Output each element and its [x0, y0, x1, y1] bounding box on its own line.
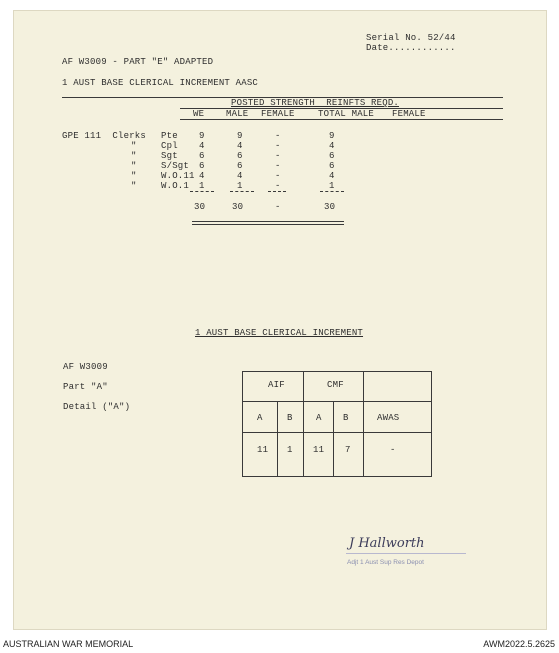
total-total-male: 30	[324, 202, 336, 212]
grid-line-top	[242, 371, 432, 372]
footer-accession: AWM2022.5.2625	[483, 639, 555, 649]
grid-line-divider	[363, 371, 364, 477]
ditto-mark: "	[131, 161, 137, 171]
table-group-header: POSTED STRENGTH REINFTS REQD.	[231, 98, 400, 108]
male-cell: 6	[237, 151, 243, 161]
grid-line-sub	[277, 401, 278, 477]
total-male: 30	[232, 202, 244, 212]
ditto-mark: "	[131, 171, 137, 181]
male-cell: 4	[237, 141, 243, 151]
form-label: AF W3009	[63, 362, 108, 372]
rank-cell: Cpl	[161, 141, 178, 151]
total-male-cell: 4	[329, 171, 335, 181]
we-cell: 6	[199, 151, 205, 161]
female-cell: -	[275, 181, 281, 191]
total-we: 30	[194, 202, 206, 212]
grid-value: 7	[345, 445, 351, 455]
date-field: Date............	[366, 43, 456, 53]
grid-line-right	[431, 371, 432, 477]
detail-label: Detail ("A")	[63, 402, 131, 412]
rank-cell: Sgt	[161, 151, 178, 161]
grid-value: 11	[313, 445, 325, 455]
female-cell: -	[275, 131, 281, 141]
grid-subhead: B	[343, 413, 349, 423]
grid-line-subheader	[242, 432, 432, 433]
table-rule-bottom	[180, 119, 503, 120]
col-male: MALE	[226, 109, 249, 119]
total-male-cell: 6	[329, 161, 335, 171]
male-cell: 1	[237, 181, 243, 191]
we-cell: 9	[199, 131, 205, 141]
footer-credit: AUSTRALIAN WAR MEMORIAL	[3, 639, 134, 649]
grid-subhead: B	[287, 413, 293, 423]
we-cell: 1	[199, 181, 205, 191]
total-male-cell: 4	[329, 141, 335, 151]
total-female: -	[275, 202, 281, 212]
total-male-cell: 6	[329, 151, 335, 161]
document-title: AF W3009 - PART "E" ADAPTED	[62, 57, 214, 67]
col-total-male: TOTAL MALE	[318, 109, 375, 119]
grid-group-cmf: CMF	[327, 380, 344, 390]
grid-line-header	[242, 401, 432, 402]
sum-rule	[230, 191, 254, 193]
male-cell: 4	[237, 171, 243, 181]
official-stamp: Adjt 1 Aust Sup Res Depot	[347, 559, 424, 566]
ditto-mark: "	[131, 181, 137, 191]
female-cell: -	[275, 161, 281, 171]
grid-value: 1	[287, 445, 293, 455]
unit-name: 1 AUST BASE CLERICAL INCREMENT AASC	[62, 78, 259, 88]
grid-line-sub	[333, 401, 334, 477]
rank-cell: S/Sgt	[161, 161, 190, 171]
part-label: Part "A"	[63, 382, 108, 392]
double-rule-1	[192, 221, 344, 222]
col-female-2: FEMALE	[392, 109, 426, 119]
signature: J Hallworth	[349, 536, 425, 551]
rank-cell: W.O.11	[161, 171, 195, 181]
col-female: FEMALE	[261, 109, 295, 119]
grid-subhead-awas: AWAS	[377, 413, 400, 423]
sum-rule	[268, 191, 286, 193]
female-cell: -	[275, 171, 281, 181]
rank-cell: Pte	[161, 131, 178, 141]
sum-rule	[320, 191, 344, 193]
grid-line-bottom	[242, 476, 432, 477]
ditto-mark: "	[131, 141, 137, 151]
male-cell: 9	[237, 131, 243, 141]
we-cell: 6	[199, 161, 205, 171]
grid-value: -	[390, 445, 396, 455]
grid-group-aif: AIF	[268, 380, 285, 390]
section-label: GPE 111 Clerks	[62, 131, 147, 141]
double-rule-2	[192, 224, 344, 225]
grid-value: 11	[257, 445, 269, 455]
we-cell: 4	[199, 171, 205, 181]
serial-number: Serial No. 52/44	[366, 33, 456, 43]
grid-subhead: A	[316, 413, 322, 423]
total-male-cell: 1	[329, 181, 335, 191]
signature-rule	[346, 553, 466, 554]
male-cell: 6	[237, 161, 243, 171]
female-cell: -	[275, 141, 281, 151]
sum-rule	[190, 191, 214, 193]
female-cell: -	[275, 151, 281, 161]
section2-title: 1 AUST BASE CLERICAL INCREMENT	[195, 328, 364, 338]
grid-line-left	[242, 371, 243, 477]
rank-cell: W.O.1	[161, 181, 190, 191]
ditto-mark: "	[131, 151, 137, 161]
col-we: WE	[193, 109, 205, 119]
grid-subhead: A	[257, 413, 263, 423]
total-male-cell: 9	[329, 131, 335, 141]
grid-line-divider	[303, 371, 304, 477]
we-cell: 4	[199, 141, 205, 151]
